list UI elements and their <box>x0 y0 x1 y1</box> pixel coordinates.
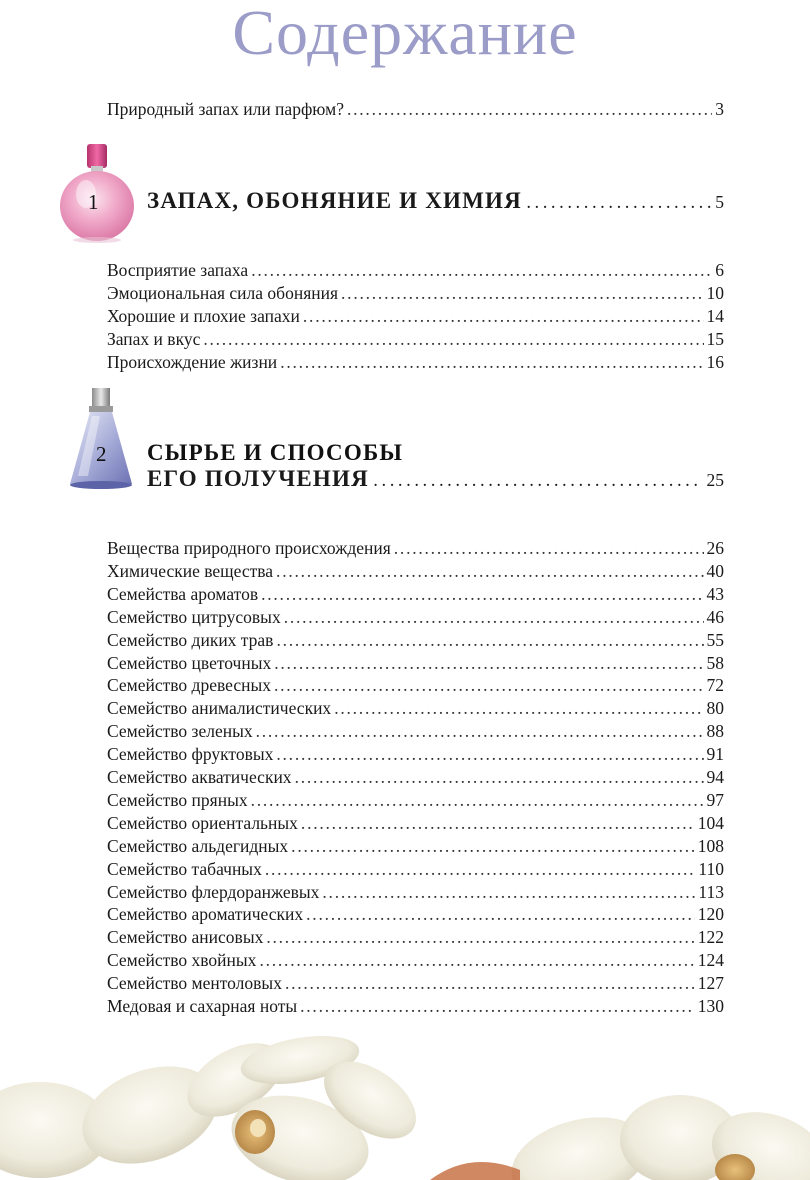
toc-entry-text: Медовая и сахарная ноты <box>107 996 298 1016</box>
toc-entry[interactable] <box>107 675 724 697</box>
toc-entry-page: 10 <box>706 283 724 303</box>
toc-entry[interactable] <box>107 698 724 720</box>
toc-leader-dots <box>274 675 704 696</box>
toc-entry-text: Семейство флердоранжевых <box>107 881 320 902</box>
toc-entry-page: 94 <box>706 767 724 787</box>
page-title: Содержание <box>232 0 578 68</box>
toc-entry[interactable] <box>107 329 724 351</box>
chapter-heading[interactable] <box>147 466 724 492</box>
toc-leader-dots <box>306 904 695 925</box>
toc-leader-dots <box>322 882 695 903</box>
toc-leader-dots <box>259 950 694 971</box>
toc-entry-text: Семейство фруктовых <box>107 744 274 765</box>
toc-entry-text: Восприятие запаха <box>107 260 249 280</box>
toc-entry[interactable] <box>107 584 724 606</box>
toc-entry-page: 120 <box>697 904 724 925</box>
toc-entry-page: 124 <box>697 950 724 971</box>
toc-entry-page: 108 <box>697 835 724 856</box>
toc-entry-page: 43 <box>706 583 724 604</box>
toc-entry[interactable] <box>107 352 724 374</box>
toc-entry-text: Семейство анималистических <box>107 698 332 719</box>
toc-entry-page: 130 <box>697 996 724 1016</box>
toc-entry[interactable] <box>107 538 724 560</box>
toc-entry-text: Семейство пряных <box>107 789 248 810</box>
toc-entry[interactable] <box>107 283 724 305</box>
toc-leader-dots <box>300 996 695 1017</box>
toc-leader-dots <box>284 607 704 628</box>
toc-entry-page: 3 <box>715 99 724 119</box>
toc-entry-text: Семейство ментоловых <box>107 973 282 994</box>
toc-entry-page: 97 <box>706 789 724 810</box>
toc-entry-text: Семейство цитрусовых <box>107 606 281 627</box>
toc-entry[interactable] <box>107 607 724 629</box>
toc-entry-text: Семейство табачных <box>107 858 262 879</box>
toc-entry[interactable] <box>107 904 724 926</box>
toc-entry-text: Семейство анисовых <box>107 927 264 948</box>
toc-entry-text: Семейство цветочных <box>107 652 272 673</box>
toc-entry-text: Семейство ориентальных <box>107 812 298 833</box>
toc-entry[interactable] <box>107 306 724 328</box>
chapter-title: ЗАПАХ, ОБОНЯНИЕ И ХИМИЯ <box>147 188 522 213</box>
toc-leader-dots <box>261 584 703 605</box>
toc-entry[interactable] <box>107 630 724 652</box>
toc-entry-page: 14 <box>706 306 724 326</box>
toc-leader-dots <box>276 630 703 651</box>
toc-entry-text: Семейство альдегидных <box>107 835 289 856</box>
toc-entry-page: 110 <box>698 858 724 879</box>
toc-leader-dots <box>285 973 695 994</box>
toc-entry-text: Семейство древесных <box>107 675 271 696</box>
toc-entry-text: Происхождение жизни <box>107 352 278 372</box>
toc-entry-page: 113 <box>698 881 724 902</box>
toc-entry-text: Химические вещества <box>107 560 274 581</box>
toc-entry[interactable] <box>107 927 724 949</box>
toc-leader-dots <box>203 329 703 350</box>
toc-entry-page: 46 <box>706 606 724 627</box>
toc-leader-dots <box>334 698 703 719</box>
toc-leader-dots <box>251 790 704 811</box>
toc-leader-dots <box>265 859 696 880</box>
toc-entry-text: Природный запах или парфюм? <box>107 99 344 119</box>
toc-entry-intro[interactable] <box>107 99 724 121</box>
toc-entry-page: 122 <box>697 927 724 948</box>
toc-entry[interactable] <box>107 653 724 675</box>
toc-entry-page: 72 <box>706 675 724 696</box>
toc-entry[interactable] <box>107 561 724 583</box>
toc-leader-dots <box>295 767 704 788</box>
toc-entry-page: 104 <box>697 812 724 833</box>
toc-entry-text: Эмоциональная сила обоняния <box>107 283 339 303</box>
toc-entry-page: 127 <box>697 973 724 994</box>
toc-leader-dots <box>251 260 712 281</box>
toc-entry-text: Семейство хвойных <box>107 950 257 971</box>
toc-entry[interactable] <box>107 973 724 995</box>
toc-leader-dots <box>373 471 703 491</box>
toc-entry[interactable] <box>107 996 724 1018</box>
toc-entry-page: 16 <box>706 352 724 372</box>
toc-entry[interactable] <box>107 882 724 904</box>
toc-entry-text: Вещества природного происхождения <box>107 538 391 558</box>
toc-entry-text: Семейство зеленых <box>107 721 253 742</box>
toc-entry-page: 88 <box>706 721 724 742</box>
toc-leader-dots <box>303 306 704 327</box>
chapter-number: 1 <box>88 190 99 214</box>
chapter-page: 25 <box>706 470 724 490</box>
toc-entry-page: 91 <box>706 744 724 765</box>
chapter-page: 5 <box>715 192 724 212</box>
white-orchid-flowers-illustration <box>0 1020 810 1180</box>
toc-entry-text: Семейство акватических <box>107 767 292 787</box>
toc-entry-text: Запах и вкус <box>107 329 201 349</box>
toc-leader-dots <box>394 538 704 559</box>
toc-entry[interactable] <box>107 767 724 789</box>
toc-entry[interactable] <box>107 859 724 881</box>
toc-entry-text: Семейства ароматов <box>107 583 259 604</box>
toc-leader-dots <box>301 813 695 834</box>
chapter-heading[interactable] <box>147 188 724 214</box>
chapter-number: 2 <box>96 442 107 466</box>
toc-leader-dots <box>266 927 694 948</box>
toc-entry-page: 80 <box>706 698 724 719</box>
toc-entry[interactable] <box>107 836 724 858</box>
toc-entry[interactable] <box>107 260 724 282</box>
toc-leader-dots <box>274 653 703 674</box>
toc-leader-dots <box>526 193 711 213</box>
toc-leader-dots <box>280 352 703 373</box>
toc-leader-dots <box>256 721 704 742</box>
chapter-title-line-2: ЕГО ПОЛУЧЕНИЯ <box>147 466 369 491</box>
toc-entry[interactable] <box>107 813 724 835</box>
toc-entry-page: 55 <box>706 629 724 650</box>
toc-entry-text: Семейство ароматических <box>107 904 304 925</box>
toc-leader-dots <box>341 283 703 304</box>
toc-leader-dots <box>291 836 695 857</box>
chapter-title-line-1: СЫРЬЕ И СПОСОБЫ <box>147 440 404 465</box>
toc-entry-page: 15 <box>706 329 724 349</box>
toc-entry-text: Хорошие и плохие запахи <box>107 306 300 326</box>
toc-entry[interactable] <box>107 721 724 743</box>
toc-entry-page: 40 <box>706 560 724 581</box>
toc-entry[interactable] <box>107 790 724 812</box>
toc-entry-page: 26 <box>706 538 724 558</box>
toc-entry[interactable] <box>107 950 724 972</box>
toc-leader-dots <box>347 99 712 120</box>
toc-entry-page: 6 <box>715 260 724 280</box>
toc-leader-dots <box>276 744 703 765</box>
toc-entry[interactable] <box>107 744 724 766</box>
toc-entry-page: 58 <box>706 652 724 673</box>
blue-cone-perfume-bottle-icon <box>62 386 138 492</box>
toc-entry-text: Семейство диких трав <box>107 629 274 650</box>
toc-leader-dots <box>276 561 703 582</box>
